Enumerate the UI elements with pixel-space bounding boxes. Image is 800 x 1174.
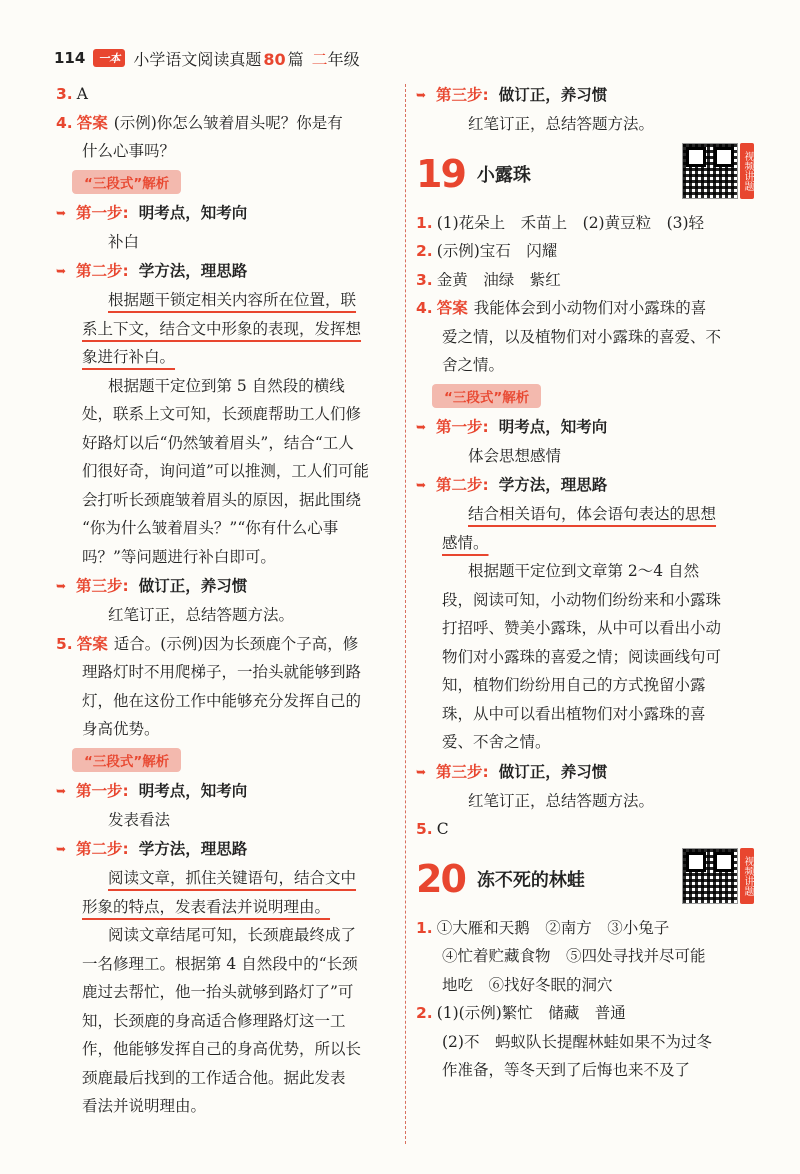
page-number: 114: [54, 49, 86, 67]
qr-code-icon: [682, 848, 738, 904]
question-2: 2. (示例)宝石 闪耀: [416, 242, 558, 260]
analysis-line: 吗？”等问题进行补白即可。: [82, 547, 276, 566]
method-line: 结合相关语句，体会语句表达的思想: [468, 505, 717, 523]
answer-line: 爱之情，以及植物们对小露珠的喜爱、不: [442, 327, 722, 346]
video-qr-code[interactable]: [682, 848, 754, 904]
analysis-line: 根据题干定位到文章第 2～4 自然: [468, 562, 700, 580]
method-line: 阅读文章，抓住关键语句，结合文中: [108, 869, 357, 887]
brand-logo: 一本: [93, 49, 125, 67]
analysis-line: 好路灯以后“仍然皱着眉头”，结合“工人: [82, 433, 354, 452]
step-1-content: 体会思想感情: [468, 446, 562, 465]
step-1: ➥ 第一步: 明考点，知考向: [56, 776, 392, 806]
question-4: 4. 答案 我能体会到小动物们对小露珠的喜: [416, 299, 707, 317]
step-3-content: 红笔订正，总结答题方法。: [468, 791, 655, 810]
pointer-icon: ➥: [56, 264, 67, 278]
method-line: 象进行补白。: [82, 348, 176, 366]
answer-line: 舍之情。: [442, 356, 505, 374]
section-20-header: [416, 844, 760, 914]
video-label: 视频讲题: [740, 848, 754, 904]
analysis-line: 处，联系上文可知，长颈鹿帮助工人们修: [82, 405, 362, 423]
pointer-icon: ➥: [416, 88, 427, 102]
answer-line: 什么心事吗？: [82, 142, 176, 160]
step-1-content: 发表看法: [108, 810, 171, 829]
analysis-line: 阅读文章结尾可知，长颈鹿最终成了: [108, 926, 357, 944]
pointer-icon: ➥: [416, 478, 427, 492]
analysis-line: 爱、不舍之情。: [442, 733, 551, 751]
section-number: 20: [416, 856, 465, 901]
question-3: 3. 金黄 油绿 紫红: [416, 270, 561, 289]
analysis-tag: “三段式”解析: [72, 170, 181, 194]
answer-line: 地吃 ⑥找好冬眠的洞穴: [442, 975, 613, 994]
step-3-content: 红笔订正，总结答题方法。: [108, 606, 295, 624]
analysis-line: 知，长颈鹿的身高适合修理路灯这一工: [82, 1011, 346, 1030]
analysis-line: 知，植物们纷纷用自己的方式挽留小露: [442, 676, 706, 694]
section-title: 小露珠: [476, 164, 531, 186]
analysis-line: 作，他能够发挥自己的身高优势，所以长: [82, 1040, 362, 1058]
analysis-line: 一名修理工。根据第 4 自然段中的“长颈: [82, 954, 358, 973]
pointer-icon: ➥: [56, 579, 67, 593]
video-label: 视频讲题: [740, 143, 754, 199]
left-column: [56, 80, 392, 1121]
step-1: ➥ 第一步: 明考点，知考向: [416, 412, 760, 442]
question-1: 1. (1)花朵上 禾苗上 (2)黄豆粒 (3)轻: [416, 213, 705, 232]
step-1-content: 补白: [108, 232, 140, 251]
qr-code-icon: [682, 143, 738, 199]
pointer-icon: ➥: [56, 783, 67, 798]
answer-line: 理路灯时不用爬梯子，一抬头就能够到路: [82, 663, 362, 681]
analysis-tag-row: [56, 744, 392, 776]
step-2: ➥ 第二步: 学方法，理思路: [56, 834, 392, 864]
answer-line: 灯，他在这份工作中能够充分发挥自己的: [82, 691, 362, 710]
method-line: 形象的特点，发表看法并说明理由。: [82, 897, 331, 916]
analysis-line: 珠，从中可以看出植物们对小露珠的喜: [442, 704, 706, 723]
question-5: 5. C: [416, 820, 449, 838]
step-3: ➥ 第三步: 做订正，养习惯: [416, 757, 760, 787]
page-header: [54, 44, 360, 72]
step-1: ➥ 第一步: 明考点，知考向: [56, 198, 392, 228]
step-3: ➥ 第三步: 做订正，养习惯: [56, 571, 392, 601]
answer-line: 作准备，等冬天到了后悔也来不及了: [442, 1061, 691, 1079]
analysis-line: 颈鹿最后找到的工作适合他。据此发表: [82, 1068, 346, 1087]
analysis-line: 根据题干定位到第 5 自然段的横线: [108, 376, 345, 395]
step-3: ➥ 第三步: 做订正，养习惯: [416, 80, 760, 110]
step-2: ➥ 第二步: 学方法，理思路: [56, 256, 392, 286]
grade-label: 二年级: [311, 49, 360, 69]
step-2: ➥ 第二步: 学方法，理思路: [416, 470, 760, 500]
answer-line: (2)不 蚂蚁队长提醒林蛙如果不为过冬: [442, 1032, 712, 1051]
pointer-icon: ➥: [56, 842, 67, 856]
column-divider: [405, 84, 406, 1144]
section-19-header: [416, 139, 760, 209]
question-3: 3. A: [56, 85, 88, 103]
method-line: 系上下文，结合文中形象的表现，发挥想: [82, 319, 362, 338]
section-number: 19: [416, 151, 465, 196]
video-qr-code[interactable]: [682, 143, 754, 199]
pointer-icon: ➥: [56, 205, 67, 220]
analysis-tag-row: [416, 380, 760, 412]
answer-line: ④忙着贮藏食物 ⑤四处寻找并尽可能: [442, 947, 706, 965]
analysis-tag: “三段式”解析: [432, 384, 541, 408]
answer-line: 身高优势。: [82, 720, 160, 738]
step-3-content: 红笔订正，总结答题方法。: [468, 115, 655, 133]
analysis-line: 看法并说明理由。: [82, 1097, 207, 1115]
analysis-line: 打招呼、赞美小露珠，从中可以看出小动: [442, 619, 722, 637]
section-title: 冻不死的林蛙: [476, 869, 585, 891]
method-line: 根据题干锁定相关内容所在位置，联: [108, 291, 357, 309]
analysis-line: 们很好奇，询问道”可以推测，工人们可能: [82, 462, 369, 480]
pointer-icon: ➥: [416, 764, 427, 779]
analysis-line: 鹿过去帮忙，他一抬头就够到路灯了”可: [82, 983, 354, 1001]
analysis-line: 段，阅读可知，小动物们纷纷来和小露珠: [442, 590, 722, 609]
analysis-line: 会打听长颈鹿皱着眉头的原因，据此围绕: [82, 490, 362, 509]
analysis-line: “你为什么皱着眉头？”“你有什么心事: [82, 519, 339, 537]
right-column: [416, 80, 760, 1085]
book-title: 小学语文阅读真题 80 篇: [133, 49, 304, 69]
question-1: 1. ①大雁和天鹅 ②南方 ③小兔子: [416, 918, 670, 937]
question-2: 2. (1)(示例)繁忙 储藏 普通: [416, 1004, 626, 1022]
method-line: 感情。: [442, 533, 489, 552]
question-5: 5. 答案 适合。(示例)因为长颈鹿个子高，修: [56, 634, 359, 653]
question-4: 4. 答案 (示例)你怎么皱着眉头呢？你是有: [56, 113, 343, 132]
analysis-tag-row: [56, 166, 392, 198]
analysis-tag: “三段式”解析: [72, 748, 181, 772]
pointer-icon: ➥: [416, 419, 427, 434]
analysis-line: 物们对小露珠的喜爱之情；阅读画线句可: [442, 647, 722, 666]
